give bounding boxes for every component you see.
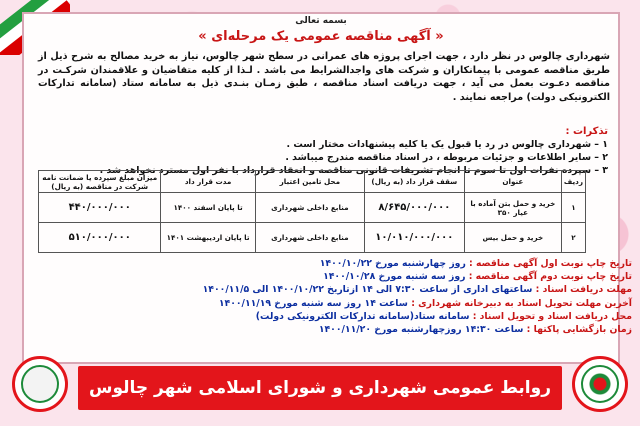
cell-deposit: ۵۱۰/۰۰۰/۰۰۰: [39, 223, 161, 253]
schedule-label: آخرین مهلت تحویل اسناد به دبیرخانه شهرداری :: [411, 297, 632, 309]
schedule-item: [6, 310, 632, 323]
note-item: ۲ – سایر اطلاعات و جزئیات مربوطه ، در اسناد مناقصه مندرج میباشد .: [285, 152, 608, 163]
schedule-label: زمان بازگشایی پاکتها :: [526, 324, 632, 336]
cell-funding-source: منابع داخلی شهرداری: [255, 193, 364, 223]
basmala: بسمه تعالی: [295, 16, 347, 26]
schedule-item: [6, 270, 632, 283]
col-header-funding-source: محل تامین اعتبار: [255, 171, 364, 193]
schedule-item: [6, 283, 632, 296]
schedule-list: [6, 257, 632, 336]
note-item: ۱ – شهرداری چالوس در رد یا قبول یک یا کلیه پیشنهادات مختار است .: [286, 139, 608, 150]
col-header-duration: مدت قرار داد: [161, 171, 255, 193]
schedule-value: روز چهارشنبه مورخ ۱۴۰۰/۱۰/۲۲: [319, 258, 470, 269]
cell-title: خرید و حمل بیس: [464, 223, 561, 253]
table-row: [39, 223, 586, 253]
col-header-title: عنوان: [464, 171, 561, 193]
cell-deposit: ۴۴۰/۰۰۰/۰۰۰: [39, 193, 161, 223]
col-header-row-number: ردیف: [561, 171, 585, 193]
col-header-deposit: میزان مبلغ سپرده یا ضمانت نامه شرکت در مناقصه (به ریال): [39, 171, 161, 193]
cell-contract-cap: ۱۰/۰۱۰/۰۰۰/۰۰۰: [364, 223, 464, 253]
col-header-contract-cap: سقف قرار داد (به ریال): [364, 171, 464, 193]
schedule-value: سامانه ستاد(سامانه تدارکات الکترونیکی دولت): [255, 310, 473, 322]
cell-title: خرید و حمل بتن آماده با عیار ۳۵۰: [464, 193, 561, 223]
schedule-item: [6, 323, 632, 336]
schedule-value: روز سه شنبه مورخ ۱۴۰۰/۱۰/۲۸: [323, 271, 469, 283]
municipality-emblem-icon: [572, 356, 628, 412]
schedule-label: تاریخ چاپ نوبت اول آگهی مناقصه :: [469, 258, 632, 269]
cell-duration: تا پایان اردیبهشت ۱۴۰۱: [161, 223, 255, 253]
intro-paragraph: شهرداری چالوس در نظر دارد ، جهت اجرای پروژه های عمرانی در سطح شهر چالوس، نیاز به خرید مصالح به شرح ذیل از طریق مناقصه عمومی با پیمانکاران و شرکت های واجدالشرایط می باشد . لـذا از کلیه متقاضیان و علاقمندان شرکـت در مناقصه دعـوت بعمل می آید ، جهت دریافت اسناد مناقصه ، طبق زمـان بنـدی ذیل به سامانه ستاد (سامانه تدارکات الکترونیکی دولت) مراجعه نمایند .: [38, 51, 610, 103]
schedule-label: مهلت دریافت اسناد :: [535, 284, 632, 296]
footer-banner: روابط عمومی شهرداری و شورای اسلامی شهر چالوس: [78, 366, 562, 410]
schedule-value: ساعتهای اداری از ساعت ۷:۳۰ الی ۱۴ ازتاریخ ۱۴۰۰/۱۰/۲۲ الی ۱۴۰۰/۱۱/۵: [202, 284, 536, 296]
schedule-label: محل دریافت اسناد و تحویل اسناد :: [472, 310, 632, 322]
note-item: ۳ – سپرده نفرات اول تا سوم تا انجام تشریفات قانونی مناقصه و انعقاد قرارداد با نفر اول مسترد نخواهد شد .: [99, 165, 608, 176]
cell-contract-cap: ۸/۶۴۵/۰۰۰/۰۰۰: [364, 193, 464, 223]
cell-funding-source: منابع داخلی شهرداری: [255, 223, 364, 253]
cell-row-number: ۱: [561, 193, 585, 223]
page-title: « آگهی مناقصه عمومی یک مرحله‌ای »: [198, 29, 444, 44]
cell-row-number: ۲: [561, 223, 585, 253]
schedule-value: ساعت ۱۴ روز سه شنبه مورخ ۱۴۰۰/۱۱/۱۹: [218, 297, 412, 309]
cell-duration: تا پایان اسفند ۱۴۰۰: [161, 193, 255, 223]
table-row: [39, 193, 586, 223]
schedule-item: [6, 257, 632, 270]
schedule-value: ساعت ۱۴:۳۰ روزچهارشنبه مورخ ۱۴۰۰/۱۱/۲۰: [318, 324, 527, 336]
schedule-label: تاریخ چاپ نوبت دوم آگهی مناقصه :: [468, 271, 632, 283]
schedule-item: [6, 297, 632, 310]
tender-table: [38, 170, 586, 253]
city-council-seal-icon: [12, 356, 68, 412]
notes-heading: تذکرات :: [565, 126, 608, 137]
table-header-row: [39, 171, 586, 193]
